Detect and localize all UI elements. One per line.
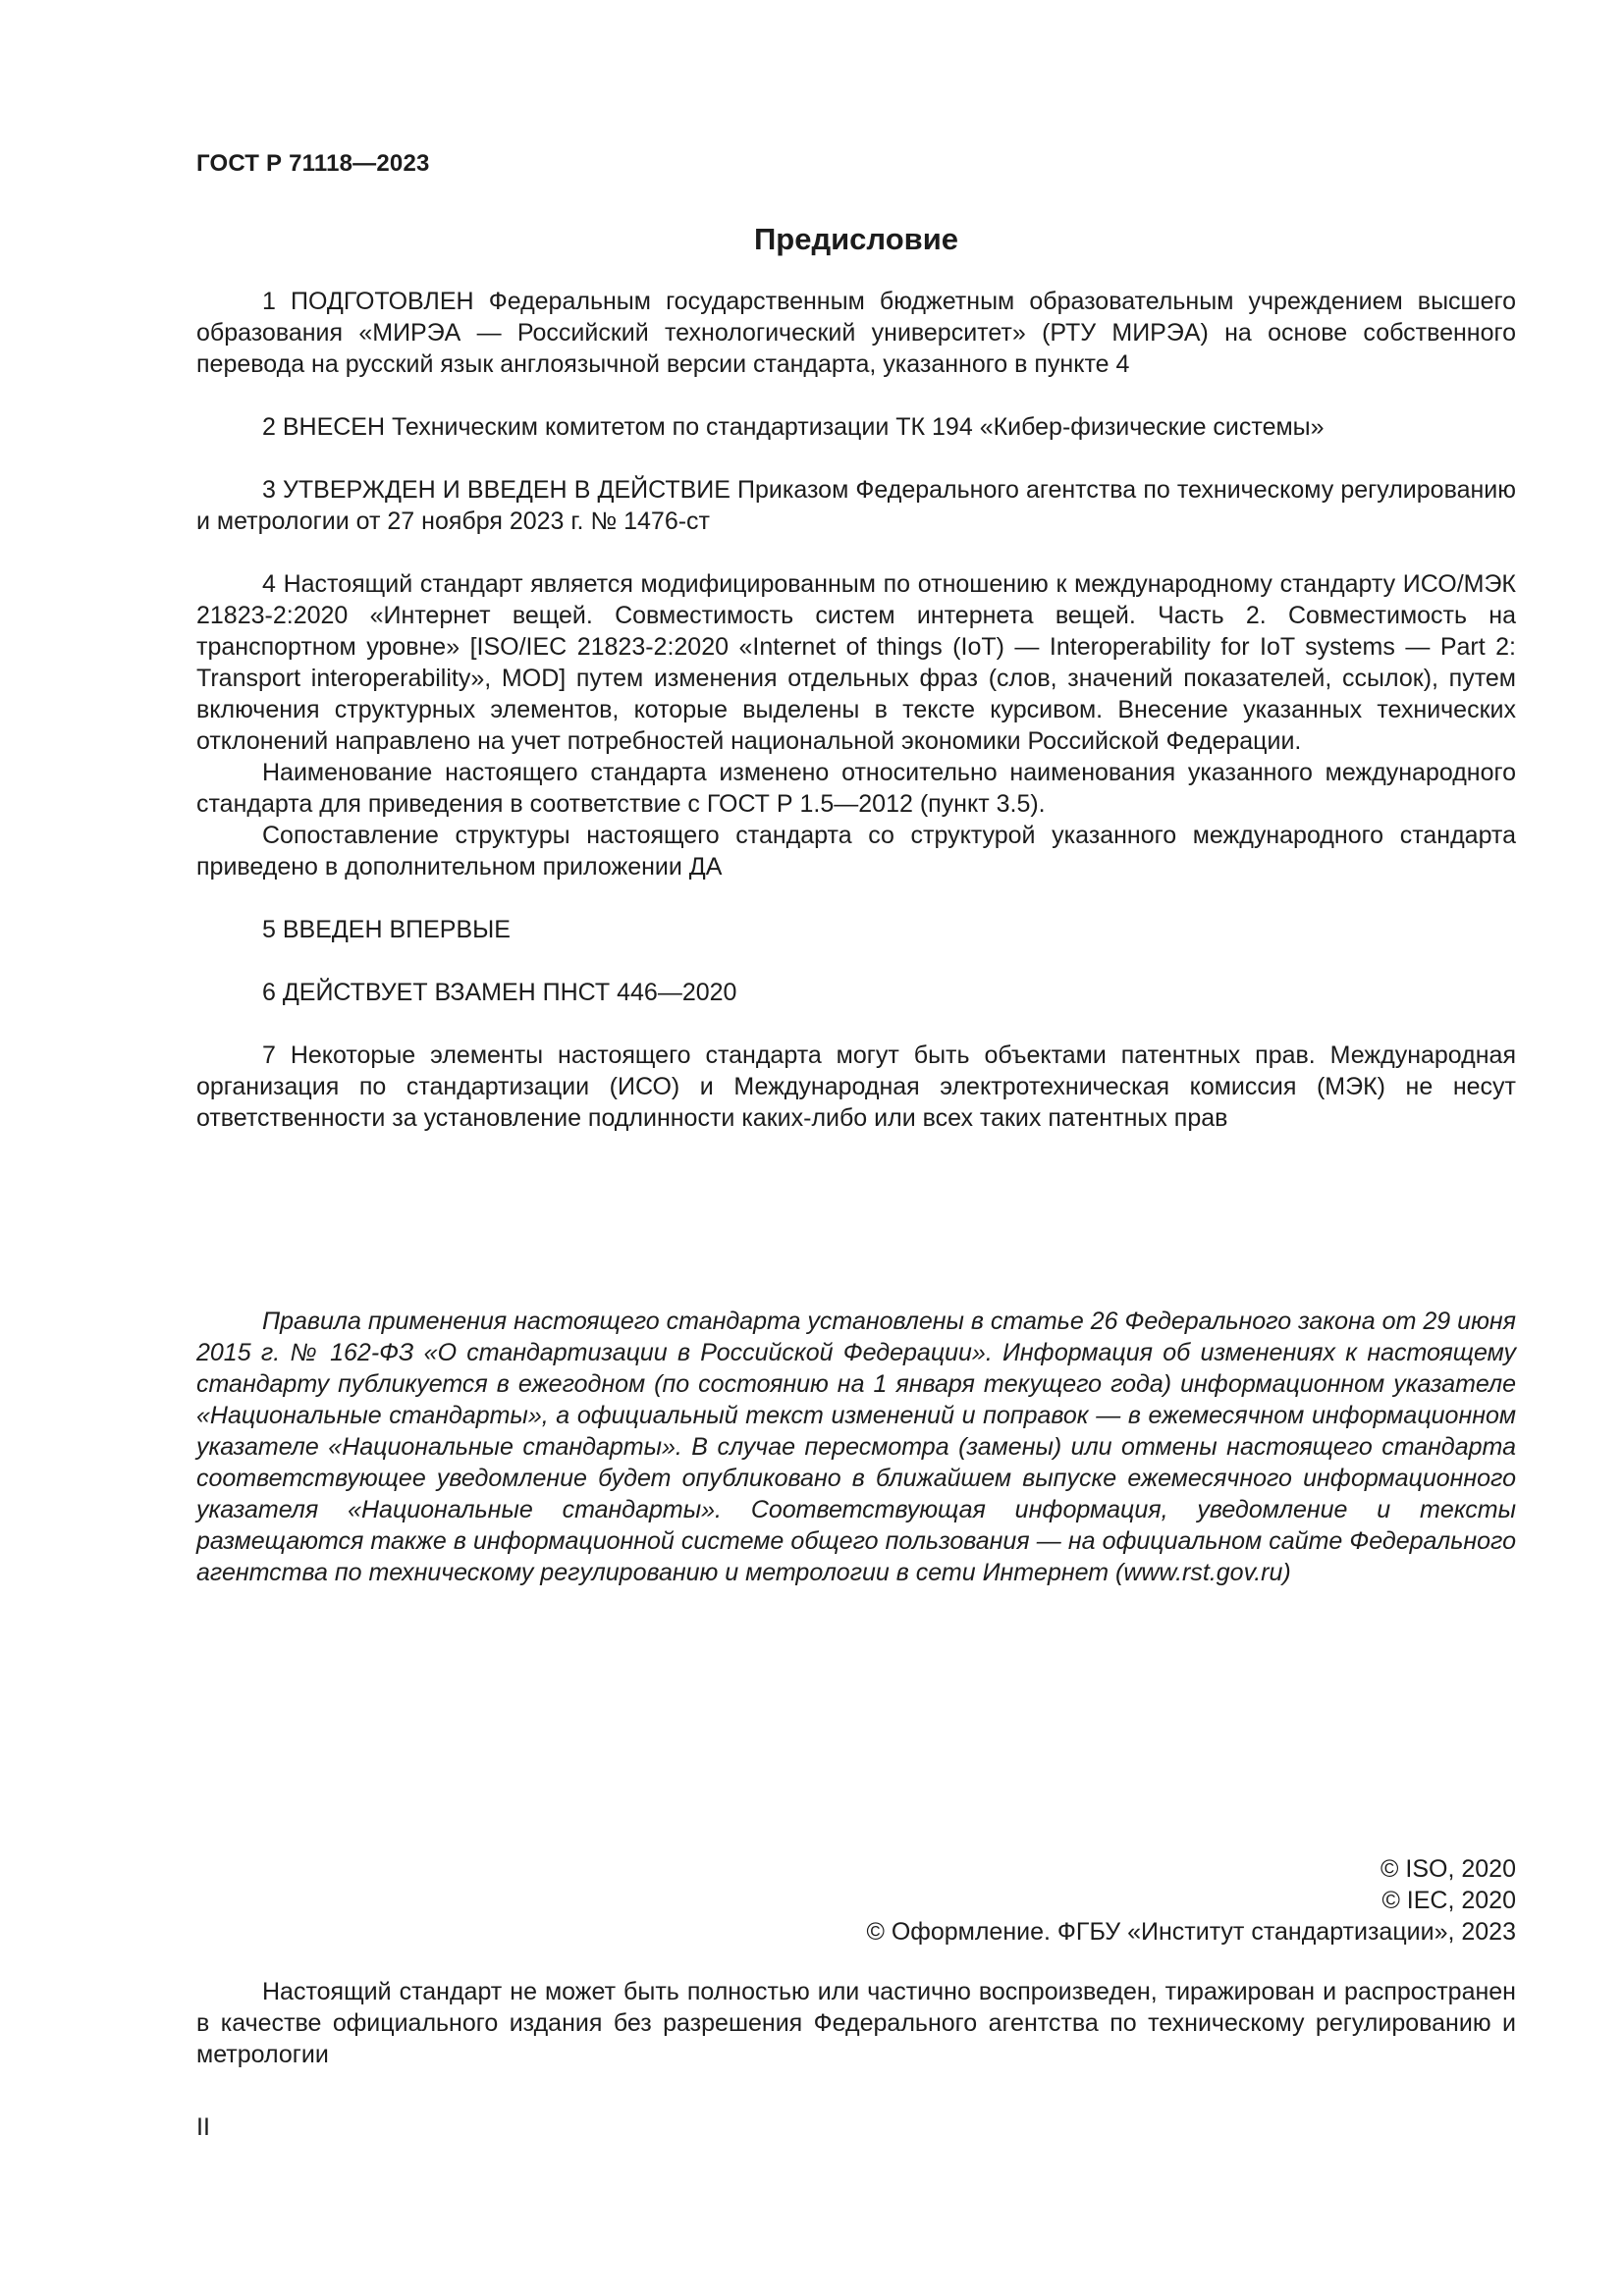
foreword-item-1 xyxy=(196,286,1516,380)
document-code: ГОСТ Р 71118—2023 xyxy=(196,150,430,177)
item-paragraph: 5 ВВЕДЕН ВПЕРВЫЕ xyxy=(262,916,511,943)
foreword-item-2 xyxy=(196,411,1516,443)
foreword-item-3 xyxy=(196,474,1516,537)
item-paragraph: 2 ВНЕСЕН Техническим комитетом по стандартизации ТК 194 «Кибер-физические системы» xyxy=(262,413,1325,441)
copyright-line: © IEC, 2020 xyxy=(1381,1887,1516,1914)
copyright-line: © ISO, 2020 xyxy=(1380,1855,1516,1883)
foreword-item-5 xyxy=(196,914,1516,945)
foreword-item-6 xyxy=(196,977,1516,1008)
item-paragraph: 7 Некоторые элементы настоящего стандарта могут быть объектами патентных прав. Международная организация по стандартизации (ИСО) и Международная электротехническая комиссия (МЭК) не несут ответственности за установление подлинности каких-либо или всех таких патентных прав xyxy=(196,1041,1516,1132)
page-number: II xyxy=(196,2113,210,2141)
foreword-item-7 xyxy=(196,1040,1516,1134)
item-paragraph: 1 ПОДГОТОВЛЕН Федеральным государственным бюджетным образовательным учреждением высшего образования «МИРЭА — Российский технологический университет» (РТУ МИРЭА) на основе собственного перевода на русский язык англоязычной версии стандарта, указанного в пункте 4 xyxy=(196,288,1516,378)
foreword-item-4 xyxy=(196,568,1516,882)
reproduction-notice: Настоящий стандарт не может быть полностью или частично воспроизведен, тиражирован и распространен в качестве официального издания без разрешения Федерального агентства по техническому регулированию и метрологии xyxy=(196,1978,1516,2068)
copyright-block xyxy=(866,1853,1516,1948)
item-paragraph: 4 Настоящий стандарт является модифицированным по отношению к международному стандарту ИСО/МЭК 21823-2:2020 «Интернет вещей. Совместимость систем интернета вещей. Часть 2. Совместимость на транспортном уровне» [ISO/IEC 21823-2:2020 «Internet of things (IoT) — Interoperability for IoT systems — Part 2: Transport interoperability», MOD] путем изменения отдельных фраз (слов, значений показателей, ссылок), путем включения структурных элементов, которые выделены в тексте курсивом. Внесение указанных технических отклонений направлено на учет потребностей национальной экономики Российской Федерации. xyxy=(196,570,1516,755)
copyright-line: © Оформление. ФГБУ «Институт стандартизации», 2023 xyxy=(866,1918,1516,1946)
legal-note: Правила применения настоящего стандарта установлены в статье 26 Федерального закона от 29 июня 2015 г. № 162-ФЗ «О стандартизации в Российской Федерации». Информация об изменениях к настоящему стандарту публикуется в ежегодном (по состоянию на 1 января текущего года) информационном указателе «Национальные стандарты», а официальный текст изменений и поправок — в ежемесячном информационном указателе «Национальные стандарты». В случае пересмотра (замены) или отмены настоящего стандарта соответствующее уведомление будет опубликовано в ближайшем выпуске ежемесячного информационного указателя «Национальные стандарты». Соответствующая информация, уведомление и тексты размещаются также в информационной системе общего пользования — на официальном сайте Федерального агентства по техническому регулированию и метрологии в сети Интернет (www.rst.gov.ru) xyxy=(196,1308,1516,1586)
item-paragraph: Сопоставление структуры настоящего стандарта со структурой указанного международного стандарта приведено в дополнительном приложении ДА xyxy=(196,822,1516,881)
item-paragraph: Наименование настоящего стандарта изменено относительно наименования указанного международного стандарта для приведения в соответствие с ГОСТ Р 1.5—2012 (пункт 3.5). xyxy=(196,759,1516,818)
foreword-body xyxy=(196,286,1516,1165)
item-paragraph: 6 ДЕЙСТВУЕТ ВЗАМЕН ПНСТ 446—2020 xyxy=(262,979,737,1006)
section-title: Предисловие xyxy=(753,222,958,256)
item-paragraph: 3 УТВЕРЖДЕН И ВВЕДЕН В ДЕЙСТВИЕ Приказом Федерального агентства по техническому регулированию и метрологии от 27 ноября 2023 г. № 1476-ст xyxy=(196,476,1516,535)
